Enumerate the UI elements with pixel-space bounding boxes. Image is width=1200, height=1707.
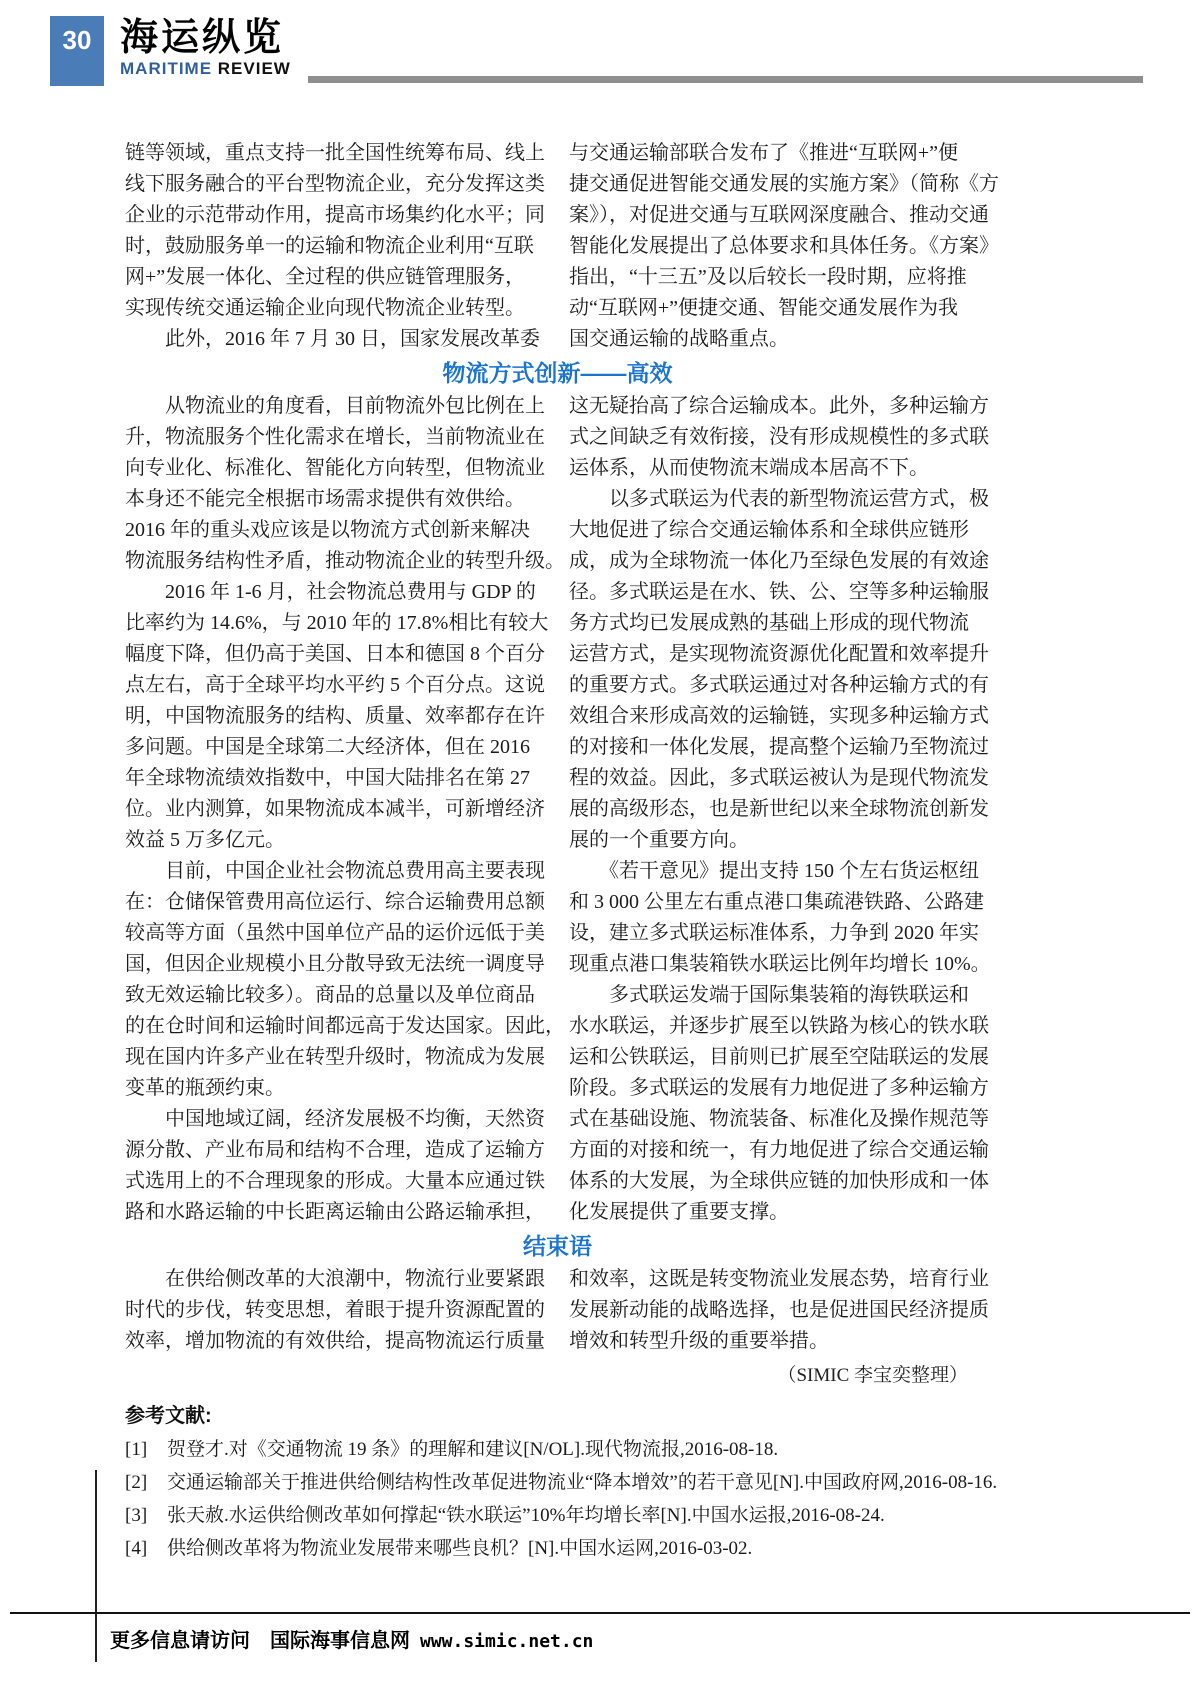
text-line: 此外，2016 年 7 月 30 日，国家发展改革委 [125, 328, 540, 350]
conclusion-column-right [569, 1264, 990, 1357]
text-line: 企业的示范带动作用，提高市场集约化水平；同 [125, 204, 545, 226]
text-line: 的重要方式。多式联运通过对各种运输方式的有 [569, 674, 989, 696]
text-line: 发展新动能的战略选择，也是促进国民经济提质 [569, 1299, 989, 1321]
text-line: 这无疑抬高了综合运输成本。此外，多种运输方 [569, 395, 989, 417]
page-header [50, 16, 291, 86]
text-line: 运营方式，是实现物流资源优化配置和效率提升 [569, 643, 989, 665]
reference-item [125, 1433, 990, 1466]
text-line: 阶段。多式联运的发展有力地促进了多种运输方 [569, 1077, 989, 1099]
text-line: 线下服务融合的平台型物流企业，充分发挥这类 [125, 173, 545, 195]
page-number: 30 [62, 25, 92, 55]
text-line: 效益 5 万多亿元。 [125, 829, 285, 851]
text-line: 国交通运输的战略重点。 [569, 328, 789, 350]
text-line: 本身还不能完全根据市场需求提供有效供给。 [125, 488, 525, 510]
text-line: 网+”发展一体化、全过程的供应链管理服务， [125, 266, 526, 288]
text-line: 多式联运发端于国际集装箱的海铁联运和 [569, 984, 969, 1006]
text-line: 现重点港口集装箱铁水联运比例年均增长 10%。 [569, 953, 991, 975]
body-column-right [569, 391, 990, 1228]
text-line: 和效率，这既是转变物流业发展态势，培育行业 [569, 1268, 989, 1290]
text-line: 效率，增加物流的有效供给，提高物流运行质量 [125, 1330, 545, 1352]
text-line: 体系的大发展，为全球供应链的加快形成和一体 [569, 1170, 989, 1192]
intro-section [125, 138, 999, 355]
footer-site-label: 更多信息请访问 国际海事信息网 [110, 1630, 410, 1652]
page-number-badge [50, 16, 104, 86]
magazine-subtitle-black: REVIEW [217, 59, 291, 78]
text-line: 实现传统交通运输企业向现代物流企业转型。 [125, 297, 525, 319]
footer-divider-line [10, 1612, 1190, 1614]
text-line: 2016 年 1-6 月，社会物流总费用与 GDP 的 [125, 581, 536, 603]
text-line: 国，但因企业规模小且分散导致无法统一调度导 [125, 953, 545, 975]
text-line: 《若干意见》提出支持 150 个左右货运枢纽 [569, 860, 979, 882]
reference-item [125, 1499, 990, 1532]
text-line: 案》），对促进交通与互联网深度融合、推动交通 [569, 204, 989, 226]
text-line: 幅度下降，但仍高于美国、日本和德国 8 个百分 [125, 643, 545, 665]
text-line: 从物流业的角度看，目前物流外包比例在上 [125, 395, 545, 417]
text-line: 路和水路运输的中长距离运输由公路运输承担， [125, 1201, 545, 1223]
reference-number: [3] [125, 1505, 148, 1526]
text-line: 式选用上的不合理现象的形成。大量本应通过铁 [125, 1170, 545, 1192]
attribution: （SIMIC 李宝奕整理） [777, 1365, 968, 1386]
text-line: 点左右，高于全球平均水平约 5 个百分点。这说 [125, 674, 545, 696]
text-line: 成，成为全球物流一体化乃至绿色发展的有效途 [569, 550, 989, 572]
text-line: 年全球物流绩效指数中，中国大陆排名在第 27 [125, 767, 530, 789]
text-line: 大地促进了综合交通运输体系和全球供应链形 [569, 519, 969, 541]
text-line: 在供给侧改革的大浪潮中，物流行业要紧跟 [125, 1268, 545, 1290]
masthead [120, 16, 291, 78]
text-line: 式在基础设施、物流装备、标准化及操作规范等 [569, 1108, 989, 1130]
section-heading-conclusion: 结束语 [523, 1233, 592, 1259]
text-line: 增效和转型升级的重要举措。 [569, 1330, 829, 1352]
text-line: 水水联运，并逐步扩展至以铁路为核心的铁水联 [569, 1015, 989, 1037]
intro-column-left [125, 138, 546, 355]
text-line: 展的一个重要方向。 [569, 829, 749, 851]
text-line: 以多式联运为代表的新型物流运营方式，极 [569, 488, 989, 510]
magazine-title: 海运纵览 [120, 17, 285, 59]
text-line: 效组合来形成高效的运输链，实现多种运输方式 [569, 705, 989, 727]
text-line: 现在国内许多产业在转型升级时，物流成为发展 [125, 1046, 545, 1068]
article-content [125, 138, 999, 1565]
reference-text: 张天赦.水运供给侧改革如何撑起“铁水联运”10%年均增长率[N].中国水运报,2016-08-24. [167, 1505, 885, 1526]
text-line: 2016 年的重头戏应该是以物流方式创新来解决 [125, 519, 530, 541]
body-column-left [125, 391, 565, 1228]
text-line: 运和公铁联运，目前则已扩展至空陆联运的发展 [569, 1046, 989, 1068]
conclusion-column-left [125, 1264, 546, 1357]
text-line: 运体系，从而使物流末端成本居高不下。 [569, 457, 929, 479]
text-line: 在：仓储保管费用高位运行、综合运输费用总额 [125, 891, 545, 913]
reference-item [125, 1466, 998, 1499]
text-line: 变革的瓶颈约束。 [125, 1077, 285, 1099]
reference-number: [4] [125, 1538, 148, 1559]
text-line: 中国地域辽阔，经济发展极不均衡，天然资 [125, 1108, 545, 1130]
reference-text: 贺登才.对《交通物流 19 条》的理解和建议[N/OL].现代物流报,2016-08-18. [167, 1439, 779, 1460]
text-line: 位。业内测算，如果物流成本减半，可新增经济 [125, 798, 545, 820]
reference-list [125, 1433, 998, 1565]
magazine-subtitle-blue: MARITIME [120, 59, 213, 78]
text-line: 捷交通促进智能交通发展的实施方案》（简称《方 [569, 173, 999, 195]
text-line: 致无效运输比较多）。商品的总量以及单位商品 [125, 984, 535, 1006]
conclusion-section [125, 1264, 990, 1357]
text-line: 动“互联网+”便捷交通、智能交通发展作为我 [569, 297, 959, 319]
text-line: 升，物流服务个性化需求在增长，当前物流业在 [125, 426, 545, 448]
text-line: 务方式均已发展成熟的基础上形成的现代物流 [569, 612, 969, 634]
text-line: 物流服务结构性矛盾，推动物流企业的转型升级。 [125, 550, 565, 572]
text-line: 设，建立多式联运标准体系，力争到 2020 年实 [569, 922, 979, 944]
text-line: 智能化发展提出了总体要求和具体任务。《方案》 [569, 235, 999, 257]
text-line: 向专业化、标准化、智能化方向转型，但物流业 [125, 457, 545, 479]
text-line: 比率约为 14.6%，与 2010 年的 17.8%相比有较大 [125, 612, 549, 634]
footer [110, 1624, 593, 1653]
text-line: 和 3 000 公里左右重点港口集疏港铁路、公路建 [569, 891, 984, 913]
text-line: 与交通运输部联合发布了《推进“互联网+”便 [569, 142, 959, 164]
text-line: 链等领域，重点支持一批全国性统筹布局、线上 [125, 142, 545, 164]
reference-text: 交通运输部关于推进供给侧结构性改革促进物流业“降本增效”的若干意见[N].中国政府网,2016-08-16. [167, 1472, 998, 1493]
text-line: 指出，“十三五”及以后较长一段时期，应将推 [569, 266, 967, 288]
text-line: 目前，中国企业社会物流总费用高主要表现 [125, 860, 545, 882]
magazine-subtitle [120, 60, 291, 78]
text-line: 的对接和一体化发展，提高整个运输乃至物流过 [569, 736, 989, 758]
text-line: 时代的步伐，转变思想，着眼于提升资源配置的 [125, 1299, 545, 1321]
references-title: 参考文献: [125, 1405, 212, 1427]
text-line: 源分散、产业布局和结构不合理，造成了运输方 [125, 1139, 545, 1161]
references [125, 1399, 998, 1565]
text-line: 化发展提供了重要支撑。 [569, 1201, 789, 1223]
reference-item [125, 1532, 990, 1565]
text-line: 的在仓时间和运输时间都远高于发达国家。因此， [125, 1015, 565, 1037]
body-section [125, 391, 990, 1228]
reference-number: [2] [125, 1472, 148, 1493]
intro-column-right [569, 138, 999, 355]
text-line: 较高等方面（虽然中国单位产品的运价远低于美 [125, 922, 545, 944]
text-line: 方面的对接和统一，有力地促进了综合交通运输 [569, 1139, 989, 1161]
reference-number: [1] [125, 1439, 148, 1460]
reference-text: 供给侧改革将为物流业发展带来哪些良机？[N].中国水运网,2016-03-02. [167, 1538, 753, 1559]
text-line: 时，鼓励服务单一的运输和物流企业利用“互联 [125, 235, 534, 257]
text-line: 程的效益。因此，多式联运被认为是现代物流发 [569, 767, 989, 789]
text-line: 展的高级形态，也是新世纪以来全球物流创新发 [569, 798, 989, 820]
text-line: 多问题。中国是全球第二大经济体，但在 2016 [125, 736, 530, 758]
footer-url: www.simic.net.cn [420, 1631, 594, 1652]
text-line: 径。多式联运是在水、铁、公、空等多种运输服 [569, 581, 989, 603]
header-divider-bar [308, 76, 1143, 83]
section-heading-logistics: 物流方式创新——高效 [442, 360, 673, 386]
text-line: 式之间缺乏有效衔接，没有形成规模性的多式联 [569, 426, 989, 448]
text-line: 明，中国物流服务的结构、质量、效率都存在许 [125, 705, 545, 727]
left-vertical-rule [95, 1470, 97, 1662]
